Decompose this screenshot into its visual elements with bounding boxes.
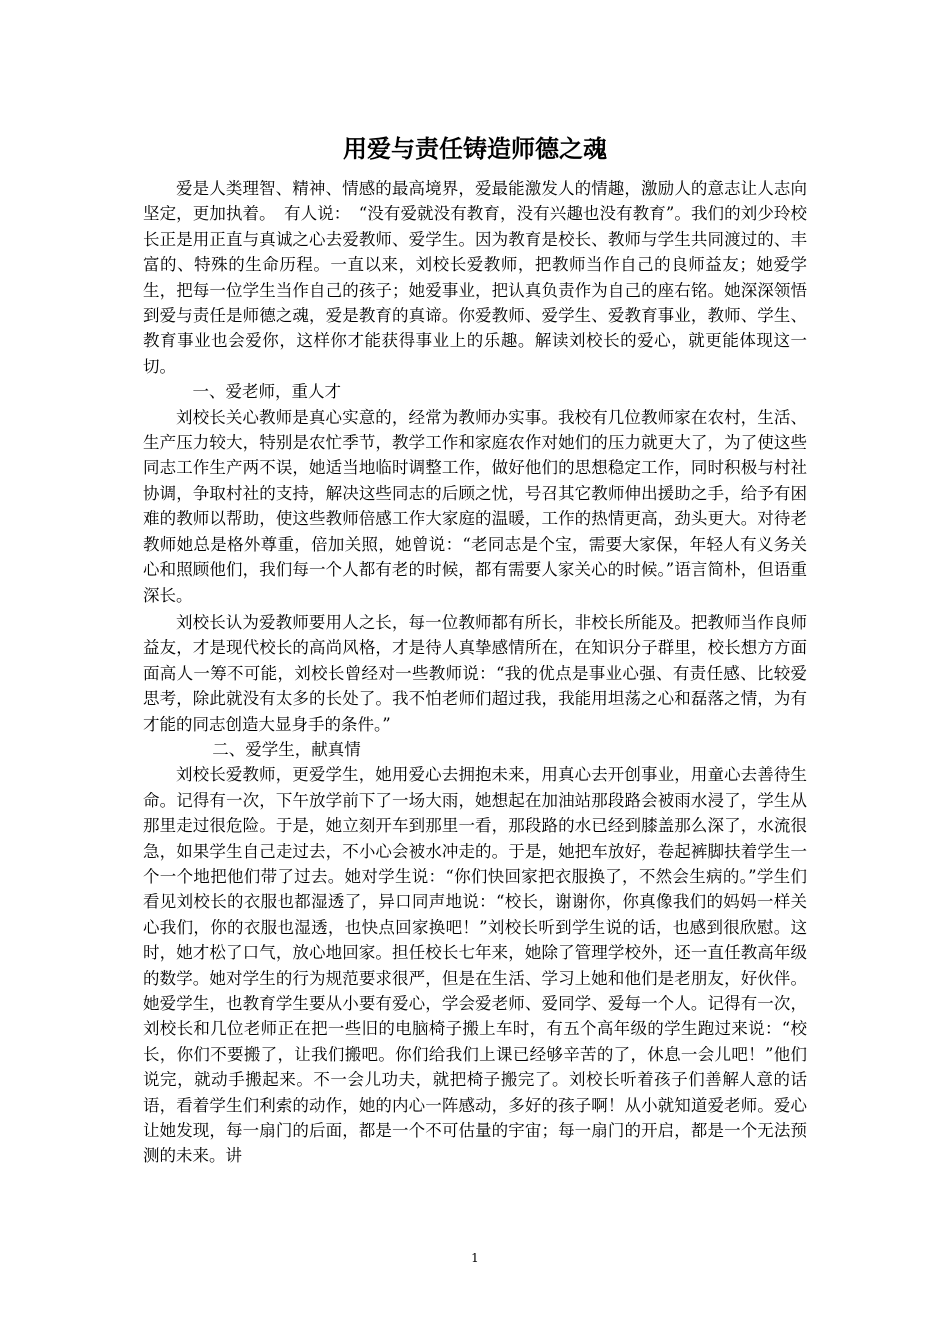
- section-heading-love-students: 二、爱学生，献真情: [212, 739, 361, 759]
- paragraph-love-students: 刘校长爱教师，更爱学生，她用爱心去拥抱未来，用真心去开创事业，用童心去善待生命。记得有一次，下午放学前下了一场大雨，她想起在加油站那段路会被雨水浸了，学生从那里走过很危险。于是，她立刻开车到那里一看，那段路的水已经到膝盖那么深了，水流很急，如果学生自己走过去，不小心会被水冲走的。于是，她把车放好，卷起裤脚扶着学生一个一个地把他们带了过去。她对学生说：“你们快回家把衣服换了，不然会生病的。”学生们看见刘校长的衣服也都湿透了，异口同声地说：“校长，谢谢你，你真像我们的妈妈一样关心我们，你的衣服也湿透，也快点回家换吧！”刘校长听到学生说的话，也感到很欣慰。这时，她才松了口气，放心地回家。担任校长七年来，她除了管理学校外，还一直任教高年级的数学。她对学生的行为规范要求很严，但是在生活、学习上她和他们是老朋友，好伙伴。她爱学生，也教育学生要从小要有爱心，学会爱老师、爱同学、爱每一个人。记得有一次，刘校长和几位老师正在把一些旧的电脑椅子搬上车时，有五个高年级的学生跑过来说：“校长，你们不要搬了，让我们搬吧。你们给我们上课已经够辛苦的了，休息一会儿吧！”他们说完，就动手搬起来。不一会儿功夫，就把椅子搬完了。刘校长听着孩子们善解人意的话语，看着学生们利索的动作，她的内心一阵感动，多好的孩子啊！从小就知道爱老师。爱心让她发现，每一扇门的后面，都是一个不可估量的宇宙；每一扇门的开启，都是一个无法预测的未来。讲: [143, 765, 807, 1166]
- page-number: 1: [471, 1251, 479, 1265]
- section-heading-love-teachers: 一、爱老师，重人才: [192, 382, 341, 402]
- document-body: [143, 176, 807, 1169]
- paragraph-use-talents: 刘校长认为爱教师要用人之长，每一位教师都有所长，非校长所能及。把教师当作良师益友，才是现代校长的高尚风格，才是待人真挚感情所在，在知识分子群里，校长想方方面面高人一筹不可能，刘校长曾经对一些教师说：“我的优点是事业心强、有责任感、比较爱思考，除此就没有太多的长处了。我不怕老师们超过我，我能用坦荡之心和磊落之情，为有才能的同志创造大显身手的条件。”: [143, 612, 807, 734]
- document-title: 用爱与责任铸造师德之魂: [343, 135, 607, 163]
- intro-paragraph: 爱是人类理智、精神、情感的最高境界，爱最能激发人的情趣，激励人的意志让人志向坚定，更加执着。 有人说： “没有爱就没有教育，没有兴趣也没有教育”。我们的刘少玲校长正是用正直与真诚之心去爱教师、爱学生。因为教育是校长、教师与学生共同渡过的、丰富的、特殊的生命历程。一直以来，刘校长爱教师，把教师当作自己的良师益友；她爱学生，把每一位学生当作自己的孩子；她爱事业，把认真负责作为自己的座右铭。她深深领悟到爱与责任是师德之魂，爱是教育的真谛。你爱教师、爱学生、爱教育事业，教师、学生、教育事业也会爱你，这样你才能获得事业上的乐趣。解读刘校长的爱心，就更能体现这一切。: [143, 179, 807, 376]
- paragraph-care-teachers: 刘校长关心教师是真心实意的，经常为教师办实事。我校有几位教师家在农村，生活、生产压力较大，特别是农忙季节，教学工作和家庭农作对她们的压力就更大了，为了使这些同志工作生产两不误，她适当地临时调整工作，做好他们的思想稳定工作，同时积极与村社协调，争取村社的支持，解决这些同志的后顾之忧，号召其它教师伸出援助之手，给予有困难的教师以帮助，使这些教师倍感工作大家庭的温暖，工作的热情更高，劲头更大。对待老教师她总是格外尊重，倍加关照，她曾说：“老同志是个宝，需要大家保，年轻人有义务关心和照顾他们，我们每一个人都有老的时候，都有需要人家关心的时候。”语言简朴，但语重深长。: [143, 407, 807, 605]
